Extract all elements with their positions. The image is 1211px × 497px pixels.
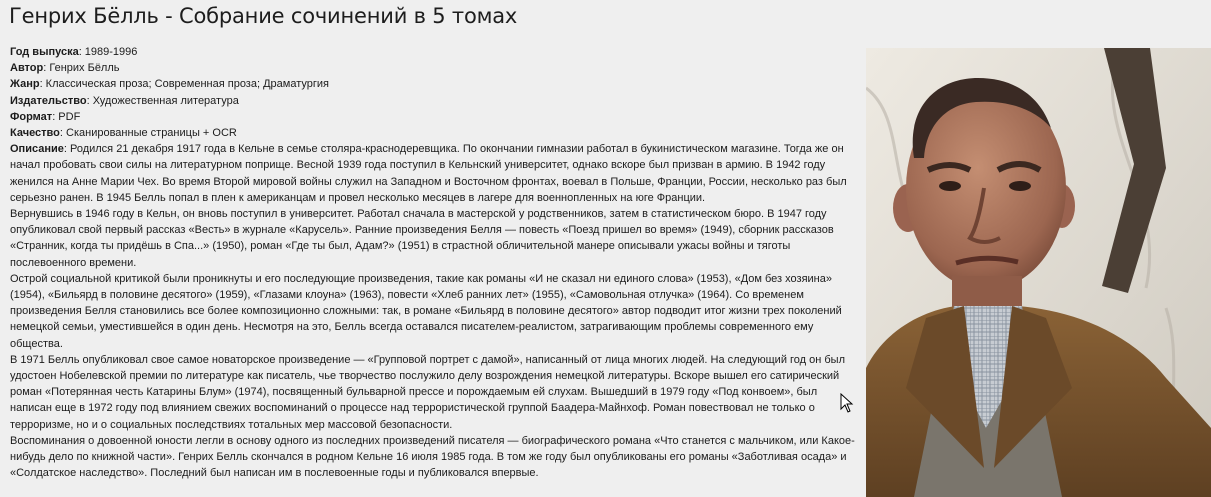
field-format [10, 109, 862, 125]
description [10, 141, 862, 481]
description-paragraph: Описание: Родился 21 декабря 1917 года в Кельне в семье столяра-краснодеревщика. По окончании гимназии работал в букинистическом магазине. Тогда же он начал пробовать свои силы на литературном поприще. Весной 1939 года поступил в Кельнский университет, однако вскоре был призван в армию. В 1942 году женился на Анне Марии Чех. Во время Второй мировой войны служил на Западном и Восточном фронтах, воевал в Польше, Франции, России, несколько раз был серьезно ранен. В 1945 Белль попал в плен к американцам и провел несколько месяцев в лагере для военнопленных на юге Франции. [10, 143, 847, 204]
field-value: : Генрих Бёлль [43, 62, 120, 75]
field-value: : 1989-1996 [78, 46, 138, 58]
field-label: Жанр [10, 78, 40, 91]
description-paragraph: Вернувшись в 1946 году в Кельн, он вновь поступил в университет. Работал сначала в мастерской у родственников, затем в статистическом бюро. В 1947 году опубликовал свой первый рассказ «Весть» в журнале «Карусель». Ранние произведения Белля — повесть «Поезд пришел во время» (1949), сборник рассказов «Странник, когда ты придёшь в Спа...» (1950), роман «Где ты был, Адам?» (1951) в страстной обличительной манере описывали ужасы войны и тяготы послевоенного времени. [10, 208, 834, 269]
field-value: : Художественная литература [86, 94, 239, 107]
description-paragraph: В 1971 Белль опубликовал свое самое новаторское произведение — «Групповой портрет с дамой», написанный от лица многих людей. На следующий год он был удостоен Нобелевской премии по литературе как писатель, чье творчество послужило делу возрождения немецкой литературы. Вскоре вышел его сатирический роман «Потерянная честь Катарины Блум» (1974), посвященный бульварной прессе и порождаемым ей слухам. Вышедший в 1979 году «Под конвоем», был написан еще в 1972 году под влиянием свежих воспоминаний о процессе над террористической группой Баадера-Майнхоф. Роман повествовал не только о терроризме, но и о социальных последствиях тотальных мер массовой безопасности. [10, 353, 846, 431]
page-title: Генрих Бёлль - Собрание сочинений в 5 томах [9, 4, 518, 28]
field-quality [10, 125, 862, 141]
release-info [10, 44, 862, 481]
field-value: : PDF [52, 110, 81, 123]
field-label: Год выпуска [10, 46, 79, 58]
field-label: Формат [10, 110, 53, 123]
description-label: Описание [10, 143, 64, 156]
field-author [10, 60, 862, 76]
author-photo [866, 48, 1211, 497]
field-value: : Классическая проза; Современная проза; Драматургия [39, 78, 329, 91]
field-year [10, 44, 862, 60]
field-value: : Сканированные страницы + OCR [59, 127, 237, 140]
field-publisher [10, 93, 862, 109]
field-label: Качество [10, 127, 60, 140]
mouse-cursor-icon [840, 393, 854, 413]
field-label: Автор [10, 62, 44, 75]
description-paragraph: Острой социальной критикой были проникнуты и его последующие произведения, такие как романы «И не сказал ни единого слова» (1953), «Дом без хозяина» (1954), «Бильярд в половине десятого» (1959), «Глазами клоуна» (1963), повести «Хлеб ранних лет» (1955), «Самовольная отлучка» (1964). Со временем произведения Белля становились все более композиционно сложными: так, в романе «Бильярд в половине десятого» автор подводит итог жизни трех поколений немецкой семьи, уместившейся в один день. Несмотря на это, Белль всегда оставался писателем-реалистом, затрагивающим проблемы современного ему общества. [10, 272, 842, 350]
field-genre [10, 76, 862, 92]
field-label: Издательство [10, 94, 87, 107]
description-paragraph: Воспоминания о довоенной юности легли в основу одного из последних произведений писателя — биографического романа «Что станется с мальчиком, или Какое-нибудь дело по книжной части». Генрих Белль скончался в родном Кельне 16 июля 1985 года. В том же году был опубликованы его романы «Заботливая осада» и «Солдатское наследство». Последний был написан им в послевоенные годы и публиковался впервые. [10, 434, 855, 480]
